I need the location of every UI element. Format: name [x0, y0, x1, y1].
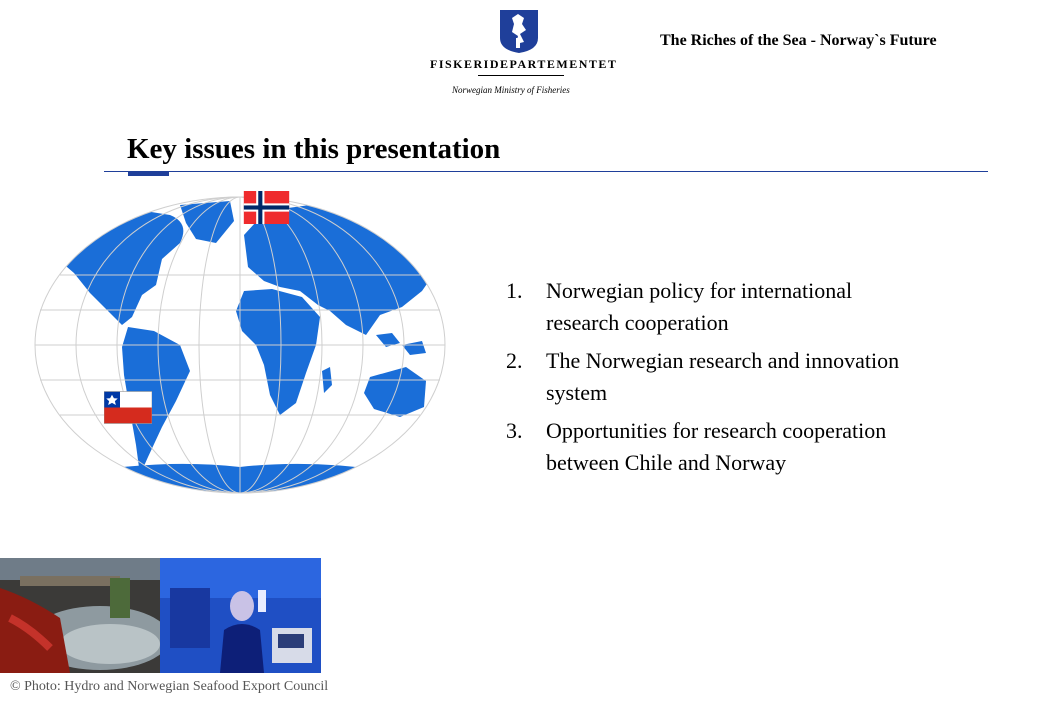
issue-line: system	[546, 380, 608, 405]
issue-number: 2.	[506, 348, 523, 373]
issue-line: Opportunities for research cooperation	[546, 418, 887, 443]
list-item	[506, 275, 1006, 339]
title-divider	[104, 171, 988, 172]
issue-line: research cooperation	[546, 310, 729, 335]
laboratory-photo	[160, 558, 321, 673]
issue-text	[546, 275, 852, 339]
issue-line: between Chile and Norway	[546, 450, 787, 475]
title-accent-bar	[128, 171, 169, 176]
issue-number: 3.	[506, 418, 523, 443]
issue-text	[546, 415, 886, 479]
issue-text	[546, 345, 899, 409]
norway-flag-icon	[240, 191, 293, 224]
chile-flag-icon	[104, 391, 152, 424]
issue-list	[506, 275, 1006, 485]
fishing-photo	[0, 558, 160, 673]
header-title: The Riches of the Sea - Norway`s Future	[660, 32, 937, 49]
ministry-name: FISKERIDEPARTEMENTET	[430, 57, 618, 71]
issue-number: 1.	[506, 278, 523, 303]
coat-of-arms-icon	[498, 8, 540, 54]
ministry-divider	[478, 75, 564, 76]
ministry-subtitle: Norwegian Ministry of Fisheries	[452, 85, 570, 95]
page-title: Key issues in this presentation	[127, 133, 501, 165]
photo-credit: © Photo: Hydro and Norwegian Seafood Export Council	[10, 679, 329, 694]
world-map	[30, 195, 450, 495]
issue-line: Norwegian policy for international	[546, 278, 853, 303]
issue-line: The Norwegian research and innovation	[546, 348, 900, 373]
list-item	[506, 345, 1006, 409]
list-item	[506, 415, 1006, 479]
